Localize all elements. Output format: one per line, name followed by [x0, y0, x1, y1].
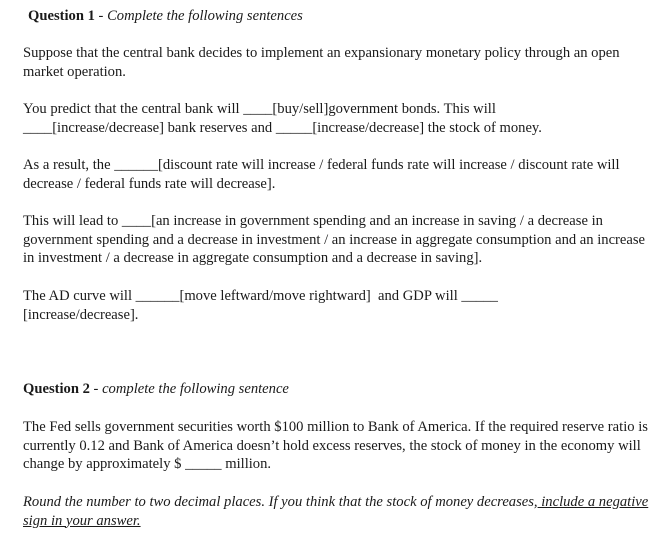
question-2-heading — [23, 380, 657, 399]
p1-text-d: [increase/decrease] the stock of money. — [312, 119, 542, 136]
question-1-paragraph-1 — [23, 100, 657, 137]
p1-text-c: [increase/decrease] bank reserves and — [52, 119, 276, 136]
question-1-paragraph-4 — [23, 287, 657, 324]
question-1-separator: - — [94, 8, 108, 24]
q2-note-b: include a negative sign in your answer. — [23, 494, 649, 529]
p2-blank-1[interactable]: ______ — [114, 157, 158, 173]
q2-text-b: million. — [221, 456, 272, 472]
question-2-body — [23, 418, 657, 474]
question-2-separator: - — [89, 381, 103, 397]
p1-blank-3[interactable]: _____ — [275, 119, 313, 136]
q2-text-a: The Fed sells government securities worth $100 million to Bank of America. If the required reserve ratio is currently 0.12 and Bank of America doesn’t hold excess reserves, the stock of money in the economy will change by approximately $ — [23, 419, 648, 472]
question-1-intro: Suppose that the central bank decides to implement an expansionary monetary policy through an open market operation. — [23, 45, 620, 80]
p1-text-b: [buy/sell]government bonds. This will — [272, 101, 496, 117]
p4-text-b: [move leftward/move rightward] — [179, 288, 371, 304]
p3-text-a: This will lead to — [23, 213, 122, 229]
question-1-number: Question 1 — [28, 8, 95, 24]
question-2-note — [23, 493, 657, 530]
question-1-paragraph-2 — [23, 156, 657, 193]
p1-blank-2[interactable]: ____ — [23, 119, 53, 136]
p2-text-b: [discount rate will increase / federal funds rate will increase / discount rate will decrease / federal funds rate will decrease]. — [23, 157, 620, 192]
q2-note-a: Round the number to two decimal places. If you think that the stock of money decreases, — [23, 494, 538, 510]
question-1-instruction: Complete the following sentences — [107, 8, 303, 24]
question-2-instruction: complete the following sentence — [102, 381, 289, 397]
question-2-number: Question 2 — [23, 381, 90, 397]
p4-blank-2[interactable]: _____ — [461, 288, 498, 304]
p3-blank-1[interactable]: ____ — [121, 213, 152, 229]
p2-text-a: As a result, the — [23, 157, 115, 173]
q2-blank-1[interactable]: _____ — [185, 456, 222, 472]
question-1-heading — [28, 7, 628, 26]
question-1-paragraph-3 — [23, 212, 657, 268]
p4-text-d: [increase/decrease]. — [23, 306, 139, 323]
p4-text-a: The AD curve will — [23, 288, 136, 304]
p3-text-b: [an increase in government spending and an increase in saving / a decrease in government spending and a decrease in investment / an increase in aggregate consumption and an increase in investment / a decrease in aggregate consumption and a decrease in saving]. — [23, 213, 646, 266]
p4-blank-1[interactable]: ______ — [135, 288, 180, 304]
p1-text-a: You predict that the central bank will — [23, 101, 244, 117]
p4-text-c: and GDP will — [370, 288, 462, 304]
p1-blank-1[interactable]: ____ — [243, 101, 273, 117]
